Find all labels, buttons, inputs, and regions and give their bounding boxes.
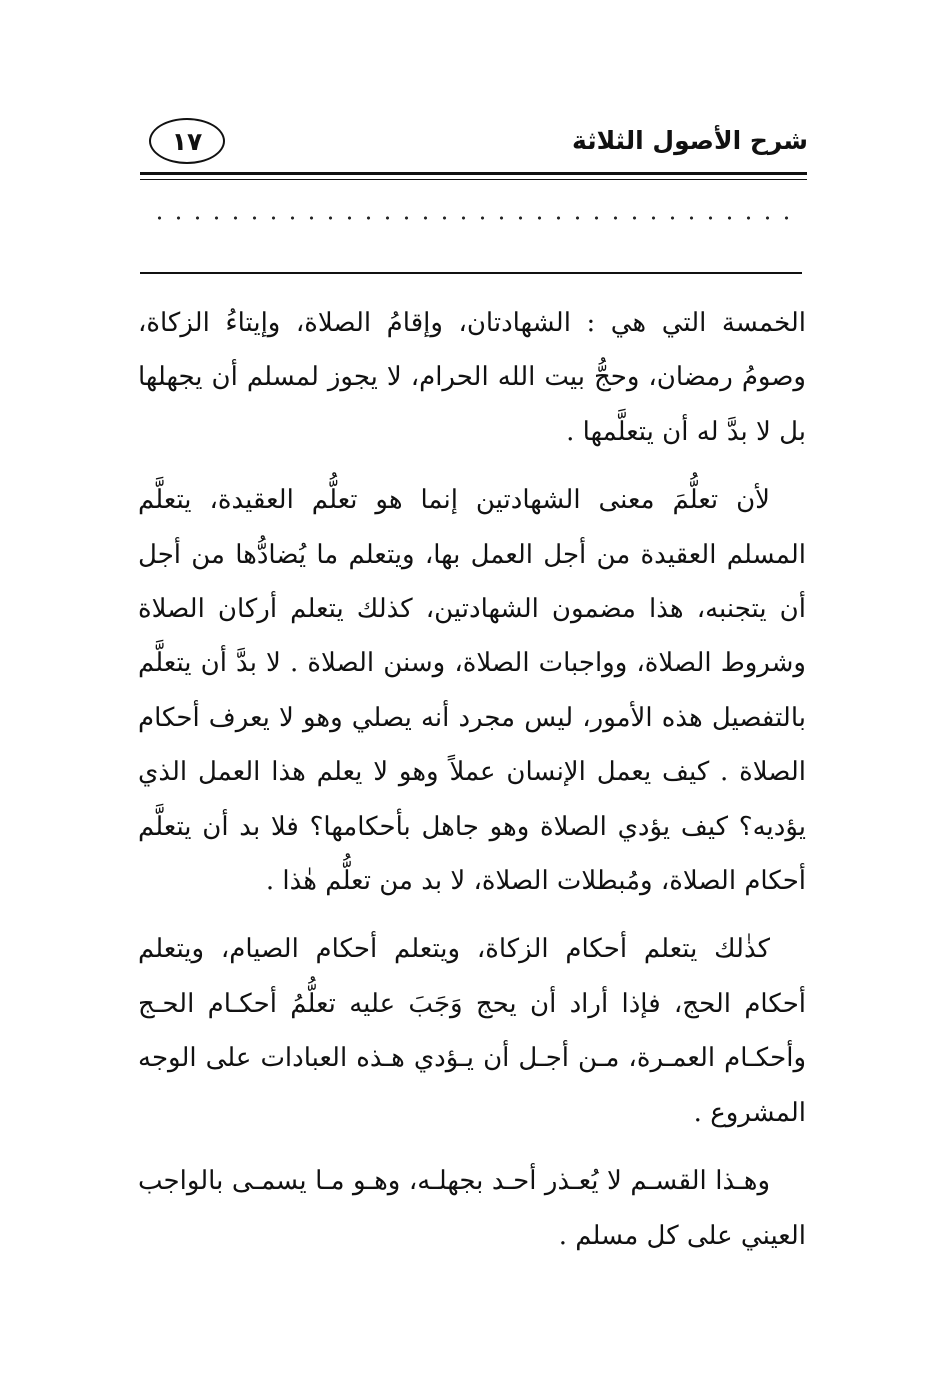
paragraph-2: لأن تعلُّمَ معنى الشهادتين إنما هو تعلُّم العقيدة، يتعلَّم المسلم العقيدة من أجل العمل بها، ويتعلم ما يُضادُّها من أجل أن يتجنبه، هذا مضمون الشهادتين، كذلك يتعلم أركان الصلاة وشروط الصلاة، وواجبات الصلاة، وسنن الصلاة . لا بدَّ أن يتعلَّم بالتفصيل هذه الأمور، ليس مجرد أنه يصلي وهو لا يعرف أحكام الصلاة . كيف يعمل الإنسان عملاً وهو لا يعلم هذا العمل الذي يؤديه؟ كيف يؤدي الصلاة وهو جاهل بأحكامها؟ فلا بد أن يتعلَّم أحكام الصلاة، ومُبطلات الصلاة، لا بد من تعلُّم هٰذا . xyxy=(138,485,806,897)
paragraph-3: كذٰلك يتعلم أحكام الزكاة، ويتعلم أحكام الصيام، ويتعلم أحكام الحج، فإذا أراد أن يحج وَجَبَ عليه تعلُّمُ أحكـام الحـج وأحكـام العمـرة، مـن أجـل أن يـؤدي هـذه العبادات على الوجه المشروع . xyxy=(138,934,806,1128)
header-rule-thick xyxy=(140,172,807,175)
dotted-separator xyxy=(150,212,800,224)
page-number-badge xyxy=(149,118,225,164)
paragraph-1: الخمسة التي هي : الشهادتان، وإقامُ الصلاة، وإيتاءُ الزكاة، وصومُ رمضان، وحجُّ بيت الله الحرام، لا يجوز لمسلم أن يجهلها بل لا بدَّ له أن يتعلَّمها . xyxy=(138,308,806,447)
page-body xyxy=(138,296,806,1277)
header-rule-thin xyxy=(140,179,807,180)
paragraph-4: وهـذا القسـم لا يُعـذر أحـد بجهلـه، وهـو مـا يسمـى بالواجب العيني على كل مسلم . xyxy=(138,1166,806,1251)
running-title: شرح الأصول الثلاثة xyxy=(572,126,808,155)
page-header xyxy=(140,118,808,170)
section-rule xyxy=(140,272,802,274)
page-number: ١٧ xyxy=(171,126,203,156)
